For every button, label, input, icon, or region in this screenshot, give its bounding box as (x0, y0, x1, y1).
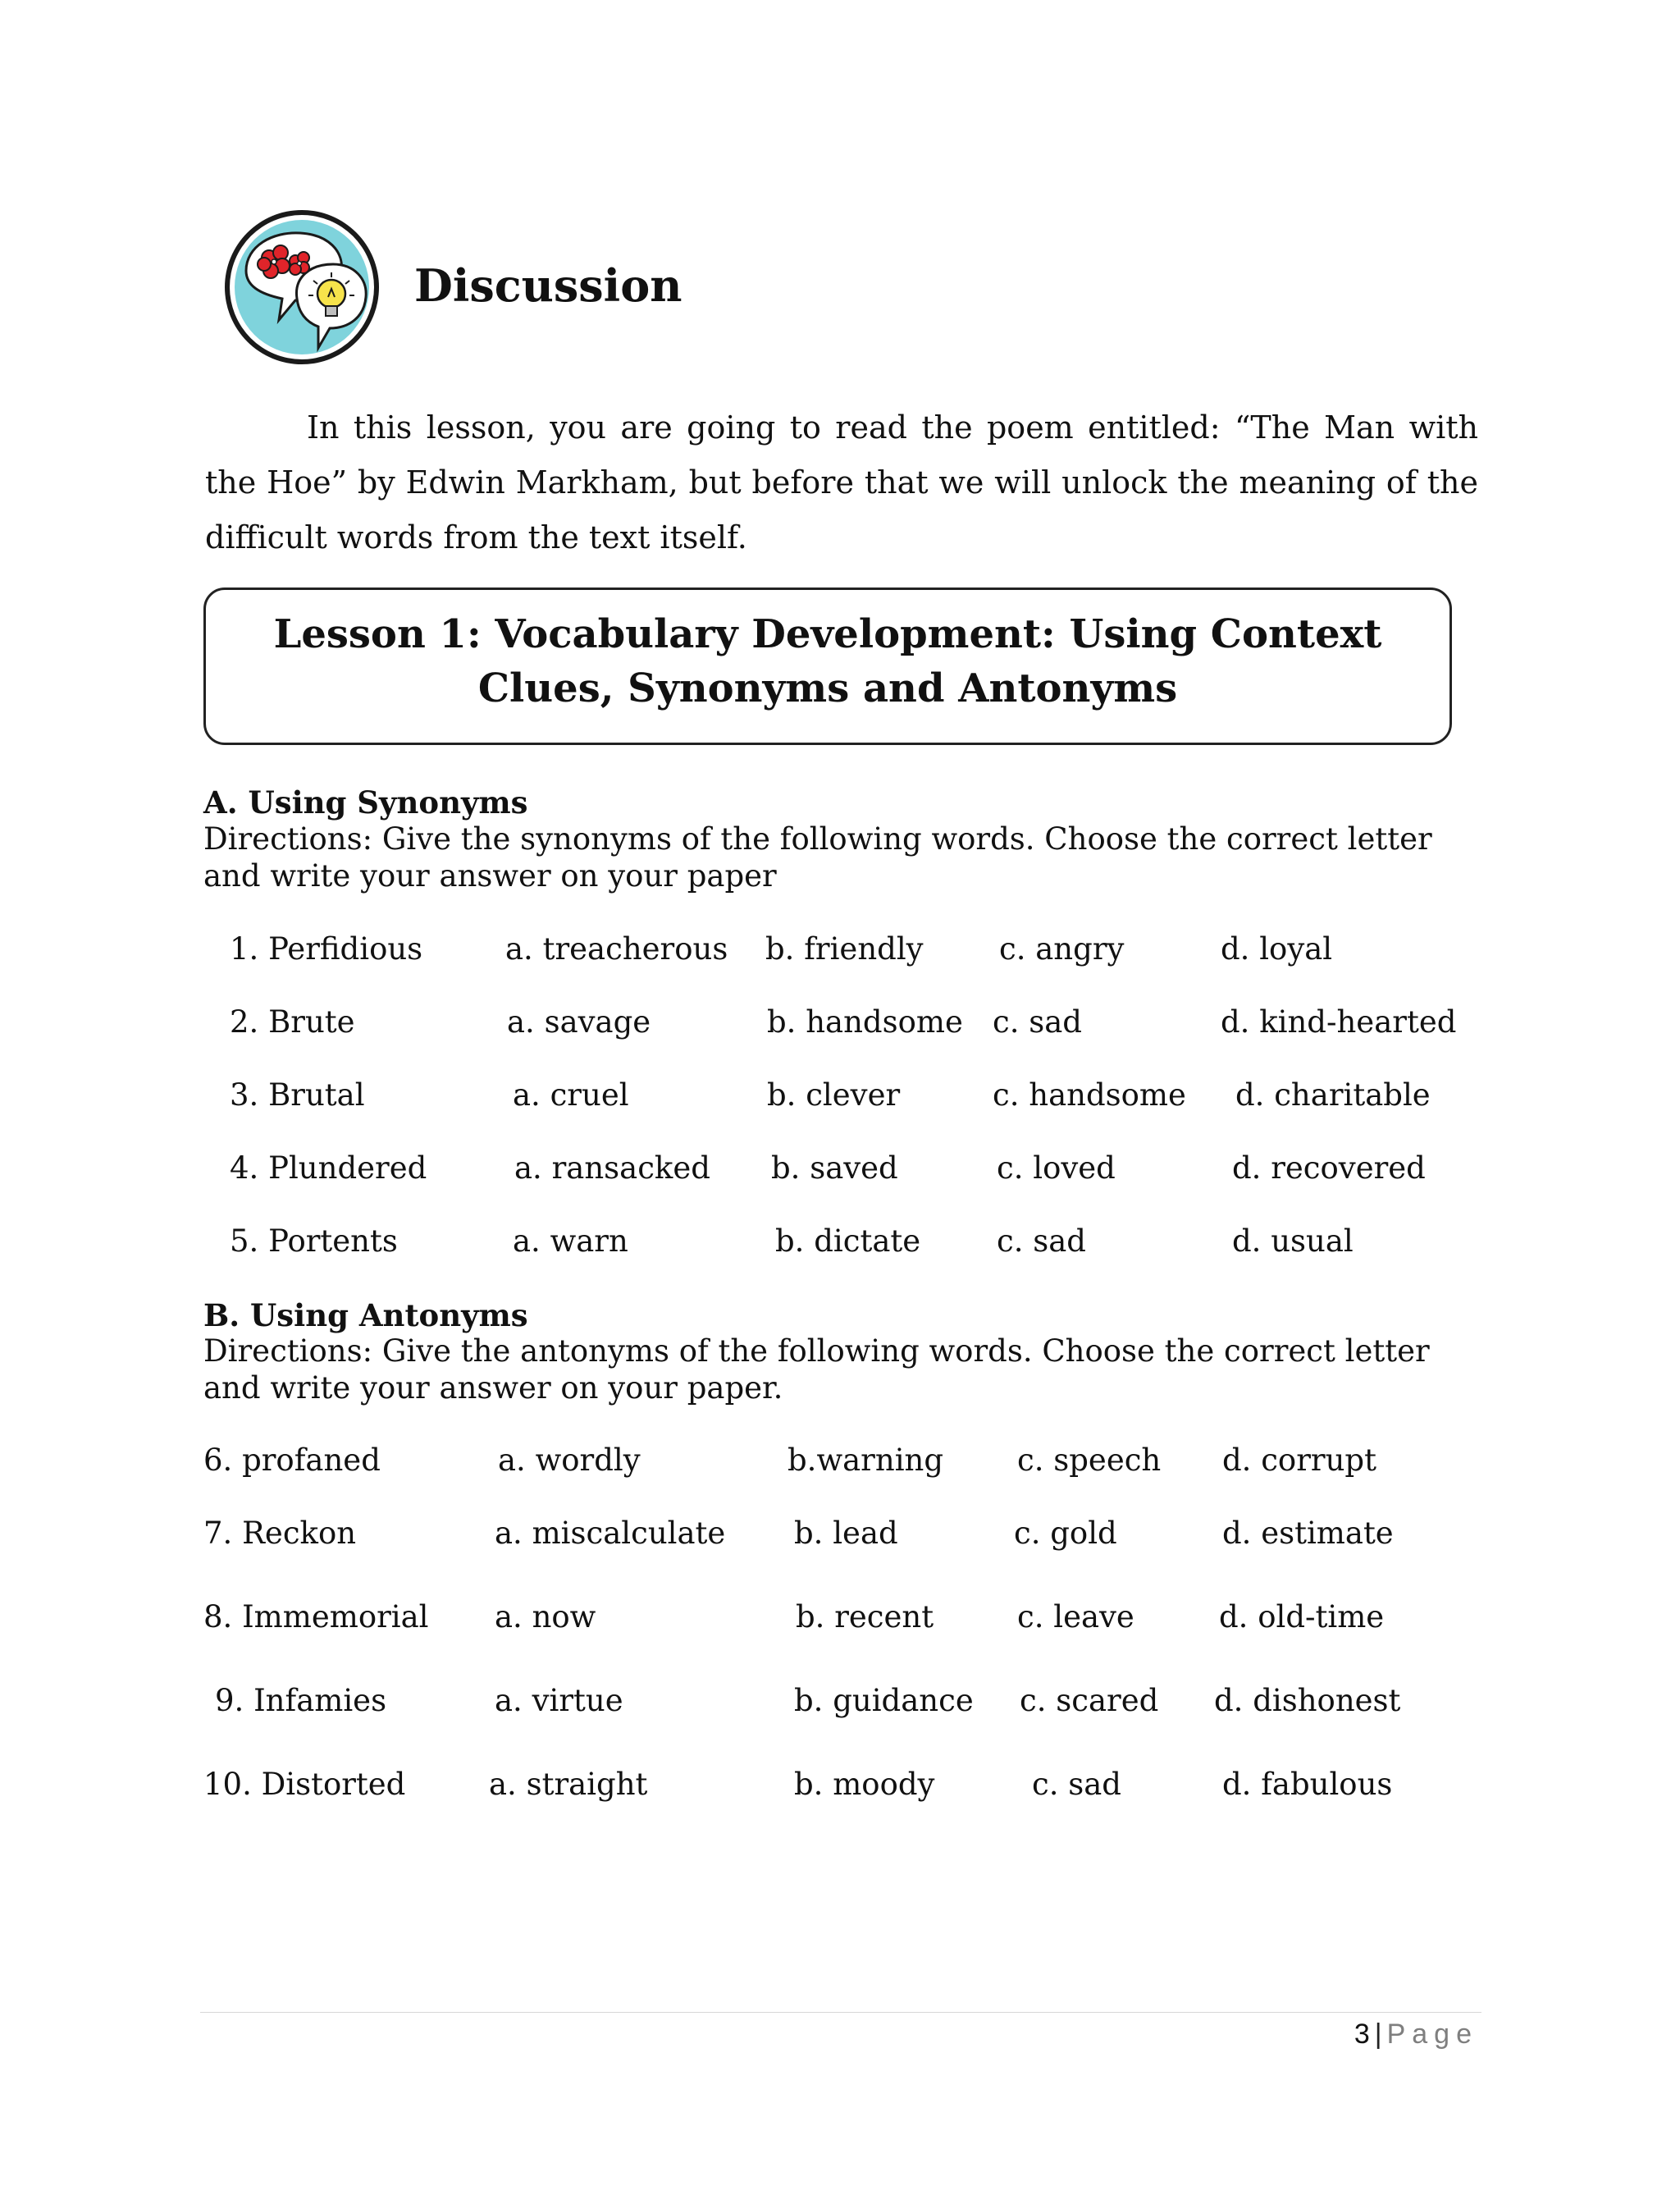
antonym-item-1-word: 6. profaned (203, 1442, 381, 1478)
section-b-title: B. Using Antonyms (203, 1297, 528, 1333)
synonym-item-3-option-c: c. handsome (993, 1077, 1186, 1113)
synonym-item-1-option-d: d. loyal (1221, 931, 1333, 967)
antonym-item-2-option-b: b. lead (794, 1516, 898, 1551)
synonym-item-2-option-c: c. sad (993, 1004, 1082, 1040)
synonym-item-1-option-c: c. angry (999, 931, 1125, 967)
antonym-item-4-option-d: d. dishonest (1214, 1683, 1401, 1718)
synonym-item-4-option-d: d. recovered (1232, 1150, 1426, 1186)
synonym-item-5-option-d: d. usual (1232, 1223, 1354, 1259)
lesson-title-line-2: Clues, Synonyms and Antonyms (477, 665, 1178, 711)
antonym-item-3-word: 8. Immemorial (203, 1599, 429, 1634)
antonym-item-4-option-b: b. guidance (794, 1683, 974, 1718)
antonym-item-1-option-b: b.warning (788, 1442, 944, 1478)
antonym-item-5-option-a: a. straight (489, 1767, 648, 1802)
synonym-item-2-word: 2. Brute (230, 1004, 355, 1040)
synonym-item-1-word: 1. Perfidious (230, 931, 423, 967)
page-title: Discussion (414, 259, 682, 312)
page-label: Page (1386, 2019, 1478, 2050)
synonym-item-3-option-a: a. cruel (513, 1077, 629, 1113)
section-a-directions: Directions: Give the synonyms of the following words. Choose the correct letter and write your answer on your paper (203, 821, 1432, 894)
lesson-title-box (203, 588, 1452, 745)
antonym-item-1-option-d: d. corrupt (1222, 1442, 1376, 1478)
synonym-item-5-option-a: a. warn (513, 1223, 628, 1259)
synonym-item-4-option-a: a. ransacked (514, 1150, 710, 1186)
synonym-item-3-option-d: d. charitable (1235, 1077, 1431, 1113)
synonym-item-2-option-a: a. savage (507, 1004, 651, 1040)
antonym-item-2-option-c: c. gold (1014, 1516, 1117, 1551)
antonym-item-2-option-a: a. miscalculate (495, 1516, 726, 1551)
page-number: 3 (1354, 2019, 1370, 2050)
antonym-item-3-option-c: c. leave (1017, 1599, 1134, 1634)
page-footer (1354, 2015, 1478, 2053)
synonym-item-2-option-b: b. handsome (767, 1004, 963, 1040)
synonym-item-1-option-a: a. treacherous (505, 931, 728, 967)
synonym-item-5-option-b: b. dictate (775, 1223, 921, 1259)
synonym-item-4-option-b: b. saved (771, 1150, 898, 1186)
antonym-item-1-option-c: c. speech (1017, 1442, 1162, 1478)
discussion-bubbles-icon (221, 207, 382, 368)
lesson-title-line-1: Lesson 1: Vocabulary Development: Using Context (273, 611, 1382, 657)
antonym-item-3-option-b: b. recent (796, 1599, 934, 1634)
synonym-item-5-word: 5. Portents (230, 1223, 398, 1259)
antonym-item-2-option-d: d. estimate (1222, 1516, 1394, 1551)
synonym-item-2-option-d: d. kind-hearted (1221, 1004, 1457, 1040)
antonym-item-5-word: 10. Distorted (203, 1767, 406, 1802)
antonym-item-5-option-b: b. moody (794, 1767, 935, 1802)
synonym-item-3-option-b: b. clever (767, 1077, 901, 1113)
section-b-directions: Directions: Give the antonyms of the following words. Choose the correct letter and write your answer on your paper. (203, 1333, 1430, 1406)
intro-paragraph: In this lesson, you are going to read the poem entitled: “The Man with the Hoe” by Edwin Markham, but before that we will unlock the meaning of the difficult words from the text itself. (205, 409, 1478, 556)
antonym-item-1-option-a: a. wordly (498, 1442, 641, 1478)
antonym-item-4-word: 9. Infamies (215, 1683, 387, 1718)
section-a-title: A. Using Synonyms (203, 784, 528, 821)
synonym-item-4-word: 4. Plundered (230, 1150, 427, 1186)
antonym-item-3-option-d: d. old-time (1219, 1599, 1385, 1634)
antonym-item-5-option-c: c. sad (1032, 1767, 1121, 1802)
antonym-item-5-option-d: d. fabulous (1222, 1767, 1393, 1802)
page-separator: | (1374, 2019, 1382, 2050)
footer-divider (200, 2012, 1481, 2013)
antonym-item-3-option-a: a. now (495, 1599, 596, 1634)
synonym-item-3-word: 3. Brutal (230, 1077, 365, 1113)
antonym-item-4-option-a: a. virtue (495, 1683, 623, 1718)
synonym-item-5-option-c: c. sad (997, 1223, 1086, 1259)
synonym-item-4-option-c: c. loved (997, 1150, 1116, 1186)
synonym-item-1-option-b: b. friendly (765, 931, 924, 967)
antonym-item-4-option-c: c. scared (1020, 1683, 1159, 1718)
antonym-item-2-word: 7. Reckon (203, 1516, 357, 1551)
